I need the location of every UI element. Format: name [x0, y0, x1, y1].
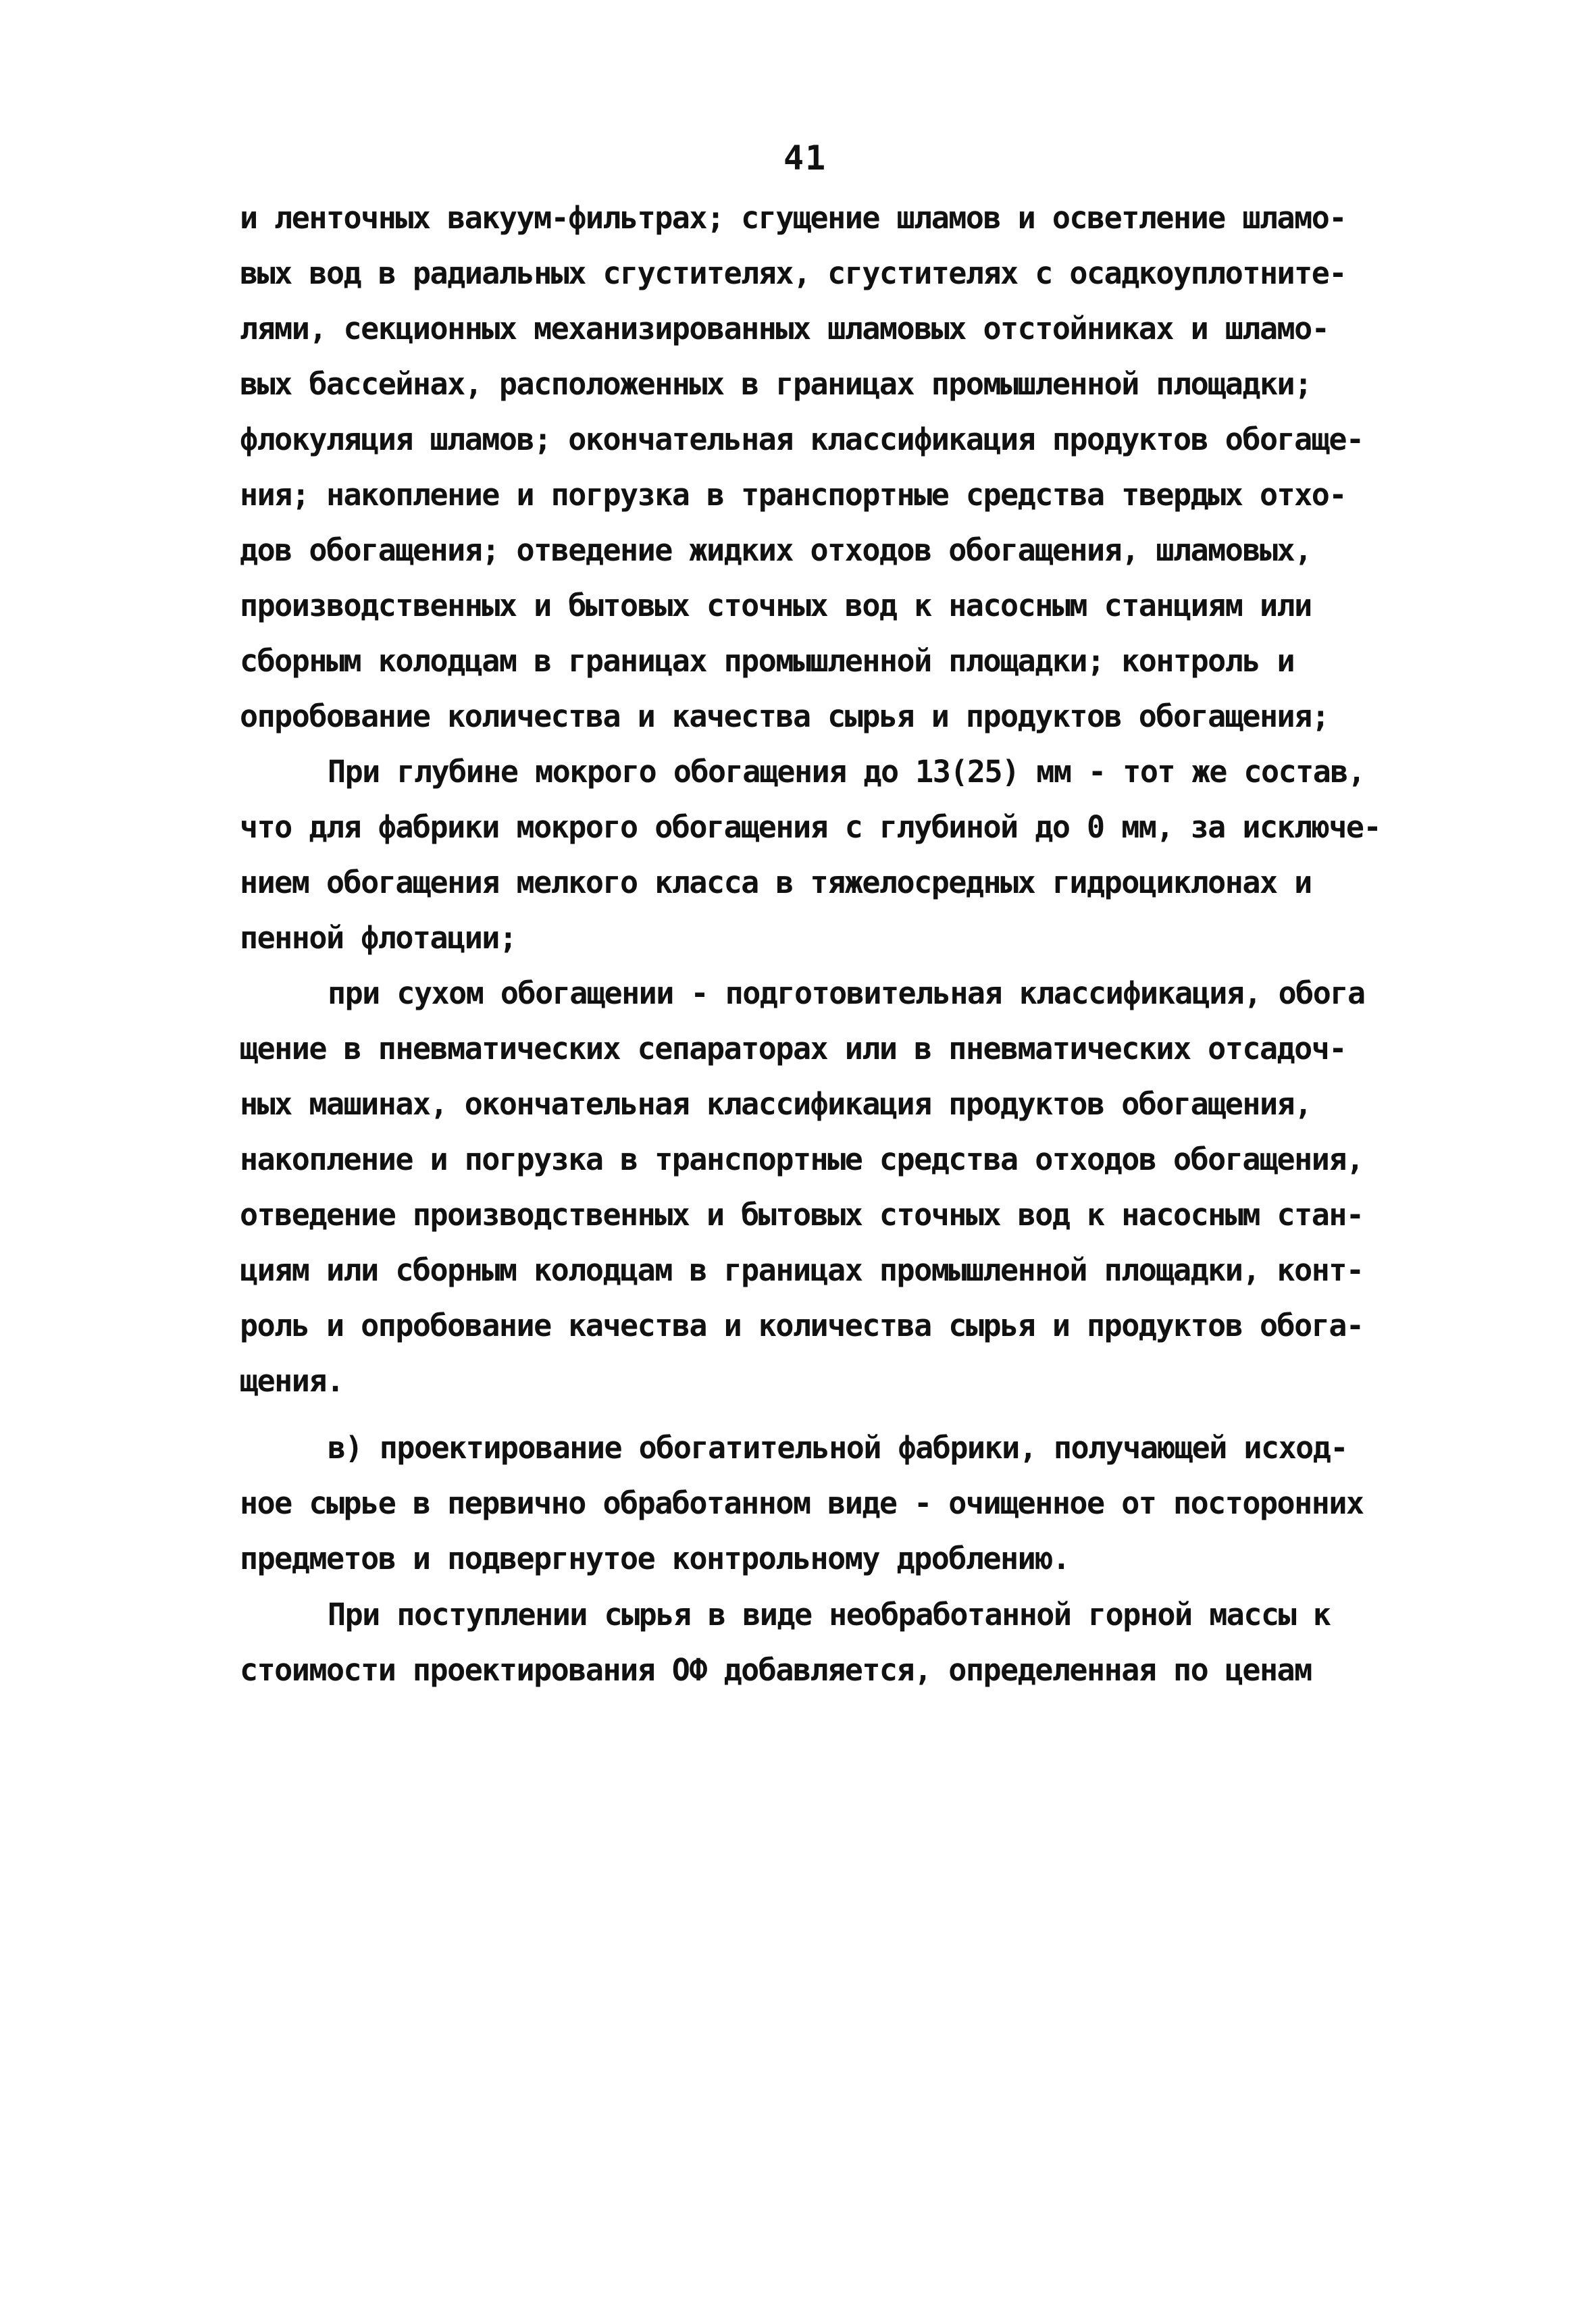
text-line: лями, секционных механизированных шламовых отстойниках и шламо-	[240, 311, 1329, 346]
text-line: ния; накопление и погрузка в транспортные средства твердых отхо-	[240, 477, 1346, 513]
text-line: При глубине мокрого обогащения до 13(25) мм - тот же состав,	[328, 754, 1365, 790]
text-line: вых вод в радиальных сгустителях, сгустителях с осадкоуплотните-	[240, 255, 1346, 291]
text-line: опробование количества и качества сырья и продуктов обогащения;	[240, 698, 1329, 734]
text-line: при сухом обогащении - подготовительная классификация, обога	[328, 975, 1365, 1011]
paragraph-1	[240, 190, 1374, 744]
text-line: накопление и погрузка в транспортные средства отходов обогащения,	[240, 1141, 1364, 1177]
paragraph-2	[240, 744, 1381, 966]
paragraph-5	[240, 1587, 1374, 1698]
text-line: что для фабрики мокрого обогащения с глубиной до 0 мм, за исключе-	[240, 809, 1381, 845]
paragraph-4	[240, 1420, 1374, 1587]
text-line: пенной флотации;	[240, 920, 517, 956]
text-line: производственных и бытовых сточных вод к насосным станциям или	[240, 588, 1312, 623]
text-line: При поступлении сырья в виде необработанной горной массы к	[328, 1597, 1331, 1632]
text-line: ных машинах, окончательная классификация продуктов обогащения,	[240, 1086, 1312, 1122]
text-line: дов обогащения; отведение жидких отходов обогащения, шламовых,	[240, 532, 1312, 568]
text-line: флокуляция шламов; окончательная классификация продуктов обогаще-	[240, 421, 1364, 457]
text-line: вых бассейнах, расположенных в границах промышленной площадки;	[240, 366, 1312, 402]
text-line: предметов и подвергнутое контрольному дроблению.	[240, 1541, 1070, 1576]
text-line: сборным колодцам в границах промышленной площадки; контроль и	[240, 643, 1295, 679]
text-line: в) проектирование обогатительной фабрики, получающей исход-	[328, 1430, 1347, 1466]
text-line: отведение производственных и бытовых сточных вод к насосным стан-	[240, 1197, 1364, 1233]
text-line: ное сырье в первично обработанном виде - очищенное от посторонних	[240, 1485, 1364, 1521]
text-line: и ленточных вакуум-фильтрах; сгущение шламов и осветление шламо-	[240, 200, 1346, 236]
text-line: стоимости проектирования ОФ добавляется, определенная по ценам	[240, 1652, 1312, 1688]
page-number: 41	[783, 138, 827, 178]
text-line: щение в пневматических сепараторах или в пневматических отсадоч-	[240, 1031, 1346, 1066]
text-line: роль и опробование качества и количества сырья и продуктов обога-	[240, 1308, 1364, 1343]
text-line: щения.	[240, 1363, 344, 1399]
text-line: циям или сборным колодцам в границах промышленной площадки, конт-	[240, 1252, 1364, 1288]
paragraph-3	[240, 966, 1374, 1409]
text-line: нием обогащения мелкого класса в тяжелосредных гидроциклонах и	[240, 865, 1312, 900]
